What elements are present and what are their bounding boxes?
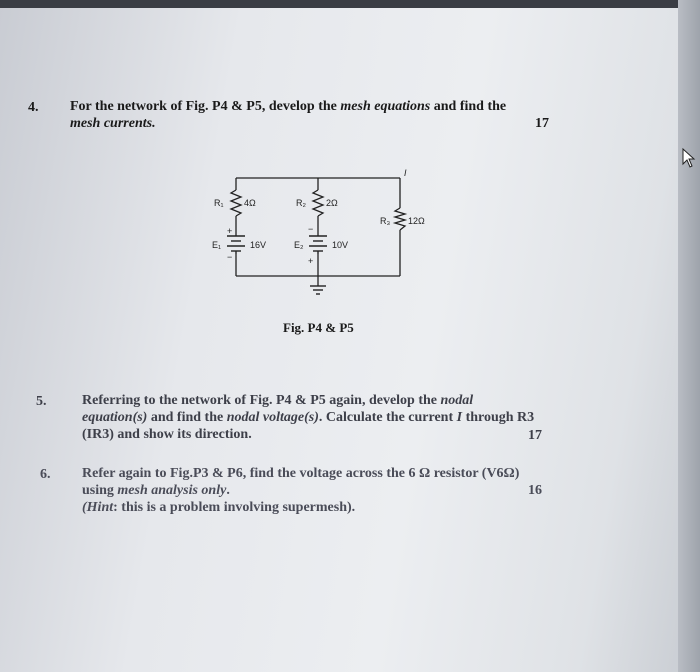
r1-value: 4Ω (244, 198, 256, 208)
e1-plus: + (227, 226, 233, 236)
circuit-diagram (200, 168, 425, 303)
r1-resistor (231, 190, 241, 216)
q4-marks: 17 (535, 116, 549, 131)
figure-caption: Fig. P4 & P5 (283, 320, 354, 335)
top-edge (0, 0, 700, 8)
r1-label: R₁ (214, 198, 224, 208)
mouse-pointer-icon (682, 148, 696, 168)
q5-marks: 17 (528, 428, 542, 443)
r2-resistor (313, 190, 323, 216)
e2-value: 10V (332, 240, 349, 250)
r3-resistor (395, 208, 405, 230)
q6-marks: 16 (528, 483, 542, 498)
r3-value: 12Ω (408, 216, 425, 226)
e1-value: 16V (250, 240, 267, 250)
q6-number: 6. (40, 467, 51, 482)
e2-battery (309, 236, 327, 254)
q4-mesh-currents: mesh currents. (70, 116, 156, 131)
r2-label: R₂ (296, 198, 306, 208)
q5-text: Referring to the network of Fig. P4 & P5 again, develop the nodal equation(s) and find the nodal voltage(s). Calculate the current I through R3 (IR3) and show its direction. (82, 393, 535, 442)
ground-symbol (310, 286, 326, 294)
q5-number: 5. (36, 394, 47, 409)
q6-text: Refer again to Fig.P3 & P6, find the voltage across the 6 Ω resistor (V6Ω) using mesh analysis only. (Hint: this is a problem involving supermesh). (82, 466, 520, 515)
q4-text: For the network of Fig. P4 & P5, develop the mesh equations and find the mesh currents. (70, 98, 590, 132)
e2-plus: + (308, 256, 314, 266)
right-edge (678, 0, 700, 672)
e2-minus: − (308, 224, 314, 234)
r2-value: 2Ω (326, 198, 338, 208)
e1-label: E₁ (212, 240, 222, 250)
r3-label: R₃ (380, 216, 391, 226)
e1-minus: − (227, 252, 233, 262)
e2-label: E₂ (294, 240, 304, 250)
current-label: I (404, 168, 407, 178)
q4-number: 4. (28, 100, 39, 115)
